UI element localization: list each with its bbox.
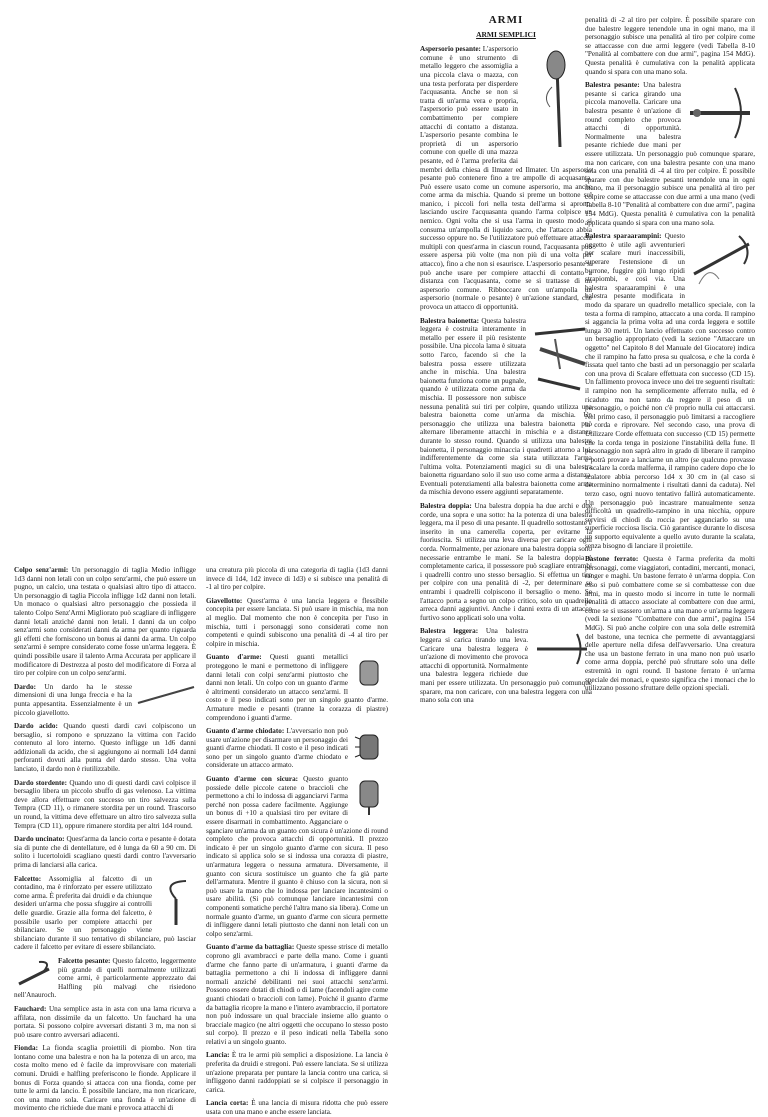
section-subtitle: ARMI SEMPLICI	[476, 29, 536, 39]
falcetto-illustration	[156, 877, 196, 927]
entry-fionda-cont: una creatura più piccola di una categoria di taglia (1d3 danni invece di 1d4, 1d2 invece di 1d3) e si subisce una penalità di -1 al tiro per colpire.	[206, 566, 388, 592]
entry-dardo: Dardo: Un dardo ha le stesse dimensioni di una lunga freccia e ha la punta appesantita. Essenzialmente è un piccolo giavellotto.	[14, 683, 196, 717]
entry-guanto-chiodato: Guanto d'arme chiodato: L'avversario non può usare un'azione per disarmare un personaggio dei guanti d'arme chiodati. Il costo e il peso indicati sono per un singolo guanto d'arme chiodato e considerate un attacco armato.	[206, 727, 388, 770]
entry-balestra-leggera: Balestra leggera: Una balestra leggera si carica tirando una leva. Caricare una balestra leggera è un'azione di movimento che provoca attacchi di opportunità. Normalmente una balestra leggera richiede due mani per essere utilizzata. Un personaggio può comunque sparare, ma non caricare, con una balestra leggera con una mano sola con una	[420, 627, 592, 705]
entry-balestra-sparaarampini: Balestra sparaarampini: Questo oggetto è utile agli avventurieri per scalare muri inaccessibili, superare l'estensione di un burrone, fuggire giù lungo ripidi strapiombi, e così via. Una balestra sparaarampini è una balestra pesante modificata in modo da sparare un quadrello metallico speciale, con la testa a forma di rampino, attaccato a una corda. Il rampino si aggancia la prima volta ad una corda leggera e sottile lunga 30 metri. Un lancio effettuato con successo contro un bersaglio appropriato (vedi la sezione "Attaccare un oggetto" nel Capitolo 8 del Manuale del Giocatore) indica che il rampino ha fatto presa su qualcosa, e che la corda è fissata quel tanto che basti ad un personaggio per scalarla con una prova di Scalare effettuata con successo (CD 15). Un fallimento provoca invece uno dei tre seguenti risultati: il rampino non ha semplicemente afferrato nulla, ed è ricaduto ma non tanto da reggere il peso di un personaggio, o poiché non c'è proprio nulla cui attaccarsi. Nel primo caso, il personaggio può limitarsi a raccogliere la corda e riprovare. Nel secondo caso, una prova di Utilizzare Corde effettuata con successo (CD 15) permette che la corda tenga in posizione l'instabilità della fune. Il personaggio non saprà altro in grado di liberare il rampino e potrà provare a lanciarne un altro (se qualcuno provasse a scalare la corda malferma, il rampino cadere dopo che lo scalatore abbia percorso 1d4 x 30 cm in (al caso si determinino normalmente i risultati danni da caduta). Nel terzo caso, ogni nuovo tentativo fallirà automaticamente. Un personaggio può incastrare manualmente senza difficoltà un quadrello-rampino in una nicchia, oppure servirsi di chiodi da roccia per agganciarlo su una superficie rocciosa liscia. Ciò garantisce durante lo discesa un supporto equivalente a quello avuto durante la scalata, senza bisogno di lanciare il proiettile.	[585, 232, 755, 550]
entry-guanto-darme: Guanto d'arme: Questi guanti metallici proteggono le mani e permettono di infliggere danni letali con colpi senz'armi piuttosto che danni non letali. Un colpo con un guanto d'arme è altrimenti considerato un attacco senz'armi. Il costo e il peso indicati sono per un singolo guanto d'arme. Armature medie e pesanti (tranne la corazza di piastre) comprendono i guanti d'arme.	[206, 653, 388, 722]
entry-colpo-senzarmi: Colpo senz'armi: Un personaggio di taglia Medio infligge 1d3 danni non letali con un colpo senz'armi, che può essere un pugno, un calcio, una testata o qualsiasi altro tipo di attacco. Un personaggio di taglia Piccola infligge 1d2 danni non letali. Un monaco o qualsiasi altro personaggio che possieda il talento Colpo Senz'Armi Migliorato può scagliare di infliggere danni letali anziché danni non letali. I danni da un colpo senz'armi sono considerati danni da arma per quanto riguarda gli effetti che forniscono un bonus ai danni da arma. Un colpo senz'armi è sempre considerato come fosse un'arma leggera. È quindi possibile usare il talento Arma Accurata per applicare il modificatore di Destrezza al posto del modificatore di Forza al tiro per colpire con un colpo senz'armi.	[14, 566, 196, 678]
entry-balestra-doppia: Balestra doppia: Una balestra doppia ha due archi e due corde, una sopra e una sotto: ha la potenza di una balestra leggera, ma il peso di una pesante. Il quadrello sottostante è inserito in una camerella coperta, per evitarne la fuoriuscita. Si utilizza una leva diversa per caricare ogni corda. Normalmente, per azionare una balestra doppia sono necessarie entrambe le mani. Se la balestra doppia è completamente carica, il possessore può scagliare entrambi i quadrelli contro uno stesso bersaglio. Si effettua un tiro per colpire con una penalità di -2, per determinare se entrambi i quadrelli colpiscono il bersaglio o meno. Se l'attacco porta a segno un colpo critico, solo un quadrello arreca danni aggiuntivi. Anche i danni extra di un attacco furtivo sono applicati solo una volta.	[420, 502, 592, 622]
entry-lancia: Lancia: È tra le armi più semplici a disposizione. La lancia è preferita da druidi e stregoni. Può essere lanciata. Se si utilizza un'azione preparata per puntare la lancia contro una carica, si infliggono danni raddoppiati se si colpisce il personaggio in carica.	[206, 1051, 389, 1094]
balestra-baionetta-illustration	[530, 319, 592, 399]
column-2	[585, 16, 756, 693]
column-3	[14, 566, 197, 1113]
guanto-chiodato-illustration	[352, 729, 388, 765]
guanto-sicura-illustration	[352, 777, 388, 817]
dardo-illustration	[136, 685, 196, 705]
entry-giavellotto: Giavellotto: Quest'arma è una lancia leggera e flessibile concepita per essere lanciata. Si può usare in mischia, ma non al meglio. Dal momento che non è concepita per l'uso in mischia, tutti i personaggi sono considerati come non competenti e quindi subiscono una penalità di -4 al tiro per colpire in mischia.	[206, 596, 388, 648]
entry-balestra-leggera-cont: penalità di -2 al tiro per colpire. È possibile sparare con due balestre leggere tenendole una in ogni mano, ma il personaggio subisce una penalità al tiro per colpire come se attaccasse con due armi leggere (vedi Tabella 8-10 "Penalità al combattere con due armi", pagina 154 MdG). Questa penalità è cumulativa con la penalità applicata quando si spara con una mano sola.	[585, 16, 755, 76]
balestra-leggera-illustration	[532, 629, 592, 669]
entry-dardo-uncinato: Dardo uncinato: Quest'arma da lancio corta e pesante è dotata sia di punte che di dentellature, ed è lunga da 60 a 90 cm. Di solito i lucertoloidi scagliano questi dardi contro l'avversario prima di lanciarsi alla carica.	[14, 835, 196, 869]
entry-balestra-pesante: Balestra pesante: Una balestra pesante si carica girando una piccola manovella. Caricare una balestra pesante è un'azione di round completo che provoca attacchi di opportunità. Normalmente una balestra pesante richiede due mani per essere utilizzata. Un personaggio può comunque sparare, ma non caricare, con una balestra pesante con una mano sola con una penalità di -4 al tiro per colpire. È possibile sparare con due balestre pesanti tenendole una in ogni mano, ma il personaggio subisce una penalità al tiro per colpire come se attaccasse con due armi a una mano (vedi Tabella 8-10 "Penalità al combattere con due armi", pagina 154 MdG). Questa penalità è cumulativa con la penalità applicata quando si spara con una mano sola.	[585, 81, 755, 227]
column-1	[420, 14, 592, 705]
balestra-sparaarampini-illustration	[689, 234, 755, 294]
entry-dardo-stordente: Dardo stordente: Quando uno di questi dardi cavi colpisce il bersaglio libera un piccolo sbuffo di gas velenoso. La vittima deve allora effettuare con successo un tiro salvezza sulla Tempra (CD 11), o rimanere stordita per un round. Trascorso un round, la vittima deve effettuare un altro tiro salvezza sulla Tempra (CD 11), oppure rimanere stordita per altri 1d4 round.	[14, 778, 197, 830]
balestra-pesante-illustration	[685, 83, 755, 143]
entry-falcetto: Falcetto: Assomiglia al falcetto di un contadino, ma è rinforzato per essere utilizzato come arma. È preferita dai druidi e da chiunque desideri un'arma che possa sfuggire ai controlli delle guardie. Grazie alla forma del falcetto, è possibile usarlo per compiere attacchi per sbilanciare. Se un personaggio viene sbilanciato durante il suo tentativo di sbilanciare, può lasciar cadere il falcetto per evitare di essere sbilanciato.	[14, 874, 196, 952]
falcetto-pesante-illustration	[14, 959, 54, 989]
entry-fionda: Fionda: La fionda scaglia proiettili di piombo. Non tira lontano come una balestra e non ha la potenza di un arco, ma costa molto meno ed è facile da improvvisare con materiali comuni. Druidi e halfling preferiscono le fionde. Applicare il bonus di Forza quando si attacca con una fionda, come per tutte le armi da lancio. È possibile lanciare, ma non ricaricare, con una mano sola. Caricare una fionda è un'azione di movimento che richiede due mani e provoca attacchi di	[14, 1044, 196, 1113]
guanto-darme-illustration	[352, 655, 388, 691]
entry-dardo-acido: Dardo acido: Quando questi dardi cavi colpiscono un bersaglio, si rompono e spruzzano la vittima con l'acido contenuto al loro interno. Questo infligge un 1d6 danni addizionali da acido, che si aggiungono ai normali 1d4 danni perforanti dovuti alla punta del dardo stesso. Una volta lanciato, il dardo non è riutilizzabile.	[14, 722, 196, 774]
blank-area	[0, 0, 410, 560]
entry-guanto-battaglia: Guanto d'arme da battaglia: Queste spesse strisce di metallo coprono gli avambracci e parte della mano. Come i guanti d'arme che fanno parte di un'armatura, i guanti d'arme da battaglia permettono a chi li indossa di infliggere danni normali anziché debilitanti nei suoi attacchi senz'armi. Possono essere dotati di chiodi o di lame (facendoli agire come guanti chiodati o braccioli con lame). Poiché il guanto d'arme da battaglia ricopre la mano e l'intero avambraccio, il portatore non può indossare un qual bracciale insieme allo guanto o bracciale magico (ne altri oggetti che occupano lo stesso posto sul corpo). Il prezzo e il peso indicati nella Tabella sono relativi a un singolo guanto.	[206, 943, 388, 1046]
entry-lancia-corta: Lancia corta: È una lancia di misura ridotta che può essere usata con una mano e anche essere lanciata.	[206, 1099, 389, 1117]
entry-fauchard: Fauchard: Una semplice asta in asta con una lama ricurva a affilata, non dissimile da un falcetto. Un fauchard ha una portata. Si possono colpire avversari distanti 3 m, ma non si può usare contro avversari adiacenti.	[14, 1004, 196, 1039]
page-title: ARMI	[488, 14, 524, 26]
entry-guanto-sicura: Guanto d'arme con sicura: Questo guanto possiede delle piccole catene o braccioli che permettono a chi lo indossa di agganciarvi l'arma perché non possa cadere facilmente. Aggiunge un bonus di +10 a qualsiasi tiro per evitare di essere disarmati in combattimento. Agganciare o sganciare un'arma da un guanto con sicura è un'azione di round completo che provoca attacchi di opportunità. Il prezzo indicato è per un singolo guanto d'arme con sicura. Il peso indicato si applica solo se si indossa una corazza di piastre, un'armatura leggera o nessuna armatura. Diversamente, il guanto con sicura sostituisce un guanto che fa già parte dell'armatura. Mentre il guanto è chiuso con la sicura, non si può usare la mano che lo indossa per lanciare incantesimi o usare abilità. (Si può comunque lanciare incantesimi con componenti somatiche perché l'altra mano sia libera). Come un normale guanto d'arme, un guanto d'arme con sicura permette di infliggere danni letali piuttosto che danni non letali con un colpo senz'armi.	[206, 775, 388, 938]
column-4	[206, 566, 389, 1117]
entry-aspersorio: Aspersorio pesante: L'aspersorio comune è uno strumento di metallo leggero che assomiglia a una piccola clava o mazza, con una testa perforata per disperdere l'acquasanta. Anche se non si tratta di un'arma vera e propria, l'aspersorio può essere usato in combattimento per compiere attacchi di contatto a distanza. L'aspersorio pesante combina le proprietà di un aspersorio comune con quelle di una mazza pesante, ed è l'arma preferita dai membri della chiesa di Ilmater ed Ilmater. Un aspersorio pesante può contenere fino a tre ampolle di acquasanta. Può essere usato come un comune aspersorio, ma anche come arma da mischia. Quando si preme un bottone sul manico, i piccoli fori nella testa dell'arma si aprono, lasciando uscire l'acquasanta quando l'arma colpisce un nemico. Ogni volta che si usa l'arma in questo modo si consuma un'ampolla di liquido sacro, che l'attacco abbia successo oppure no. Se l'utilizzatore può effettuare attacchi multipli con quest'arma in ciascun round, l'acquasanta può essere aspersa più volte (ma non più di una volta per attacco), fino a che non si esaurisce. L'aspersorio pesante si può anche usare per compiere attacchi di contatto a distanza con l'acquasanta, come se si trattasse di un aspersorio comune. Ribboccare con un'ampolla un aspersorio (normale o pesante) è un'azione standard, che provoca un attacco di opportunità.	[420, 45, 592, 311]
entry-balestra-baionetta: Balestra baionetta: Questa balestra leggera è costruita interamente in metallo per essere il più resistente possibile. Una piccola lama è situata sotto l'arco, facendo sì che la balestra possa essere utilizzata anche in mischia. Una balestra baionetta funziona come un pugnale, quando è utilizzata come arma da mischia. Il possessore non subisce nessuna penalità sui tiri per colpire, quando utilizza una balestra baionetta come un'arma da mischia. Un personaggio che utilizza una balestra baionetta può alternare liberamente attacchi in mischia e a distanza durante lo stesso round. Quando si utilizza una balestra baionetta, il personaggio minaccia i quadretti attorno a lui, indifferentemente da come sia stata utilizzata l'arma l'ultima volta. Potenziamenti magici su di una balestra baionetta riguardano solo il suo uso come arma a distanza. Eventuali potenziamenti alla balestra baionetta come arma da mischia devono essere aggiunti separatamente.	[420, 316, 592, 497]
entry-falcetto-pesante: Falcetto pesante: Questo falcetto, leggermente più grande di quelli normalmente utilizzati come armi, è particolarmente apprezzato dai Halfling più malvagi che risiedono nell'Anauroch.	[14, 956, 197, 1000]
entry-bastone-ferrato: Bastone ferrato: Questa è l'arma preferita da molti personaggi, come viaggiatori, contadini, mercanti, monaci, ranger e maghi. Un bastone ferrato è un'arma doppia. Con esso si può combattere come se si combattesse con due armi, ma in questo modo si incorre in tutte le normali penalità di attacco associate al combattere con due armi, come se si usassero un'arma a una mano e un'arma leggera (vedi la sezione "Combattere con due armi", pagina 154 MdG). Si può anche colpire con una sola delle estremità del bastone, una tecnica che permette di avvantaggiarsi delle aperture nella difesa dell'avversario. Una creatura che usa un bastone ferrato in una mano non può usarlo come arma doppia, perché può sfruttare solo una delle estremità in ogni round. Il bastone ferrato è un'arma speciale dei monaci, e questo significa che i monaci che lo utilizzano possono sfruttare delle opzioni speciali.	[585, 555, 756, 693]
aspersorio-illustration	[522, 47, 592, 157]
